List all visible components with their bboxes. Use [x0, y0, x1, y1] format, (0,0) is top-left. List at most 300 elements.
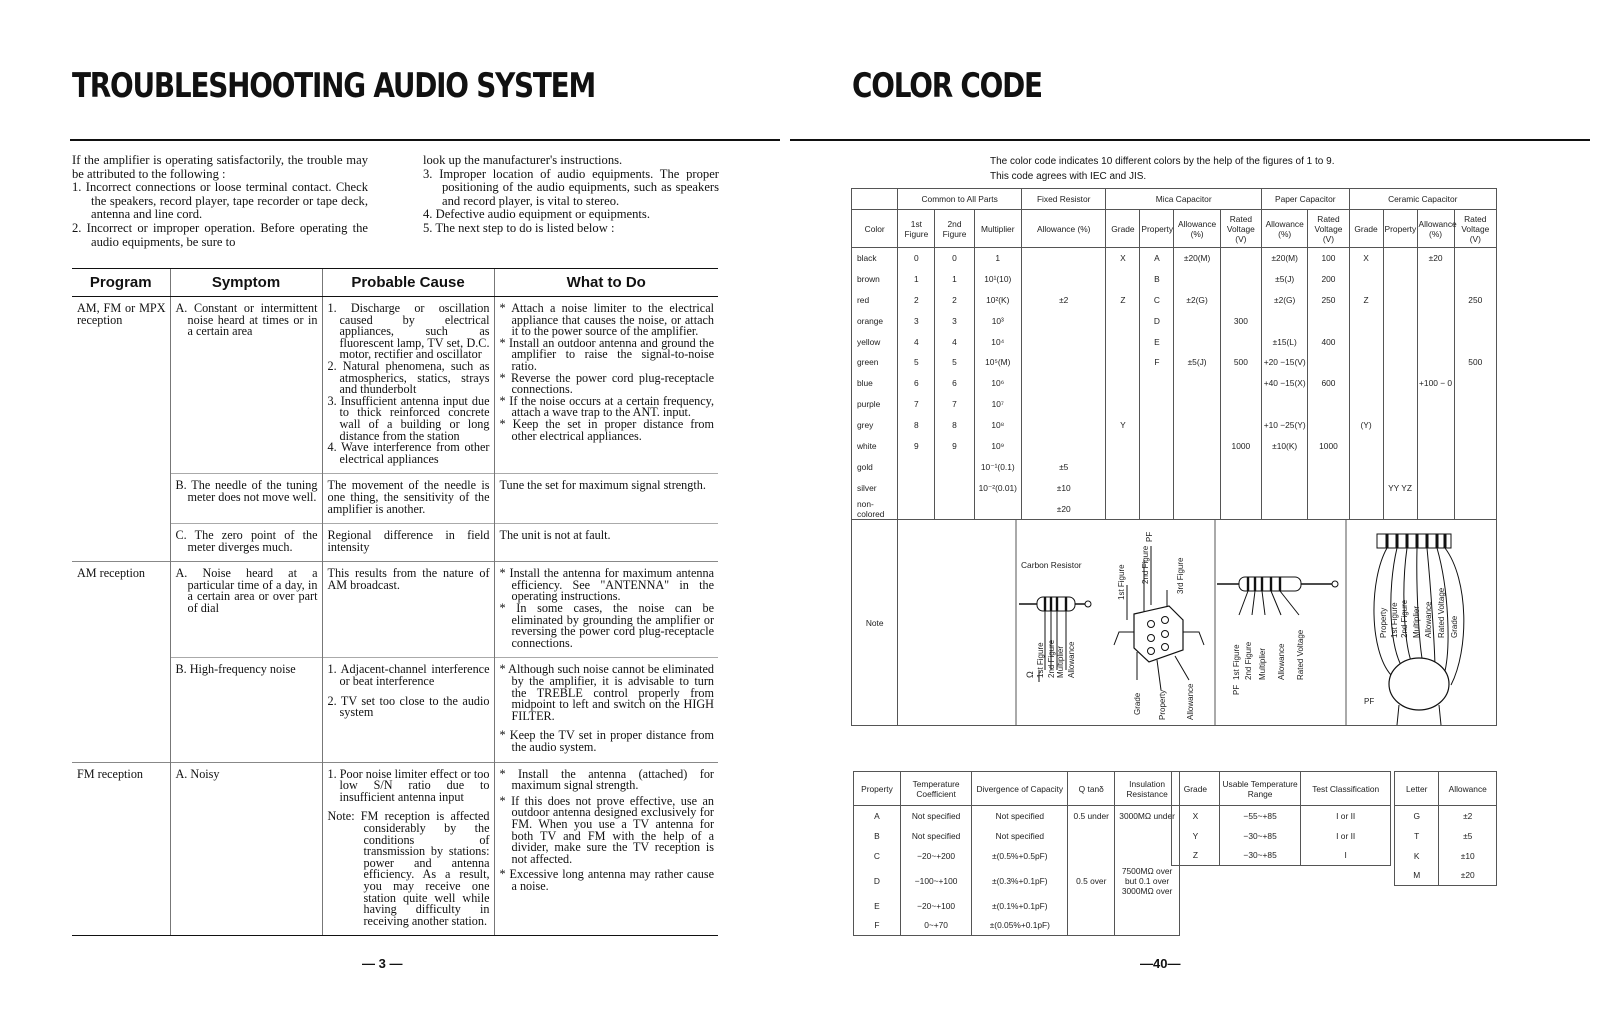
- action-cell: [494, 297, 718, 474]
- table-cell: 7500MΩ over but 0.1 over 3000MΩ over: [1115, 866, 1180, 896]
- sub-header-cell: 1st Figure: [898, 210, 935, 248]
- table-cell: [1115, 826, 1180, 846]
- table-row: [1395, 806, 1497, 826]
- program-cell: AM reception: [72, 562, 170, 658]
- color-value-cell: 400: [1308, 331, 1349, 352]
- table-cell: ±(0.1%+0.1pF): [972, 896, 1068, 916]
- header-paper-capacitor: Paper Capacitor: [1262, 189, 1350, 210]
- color-value-cell: [1454, 268, 1496, 289]
- color-value-cell: 5: [898, 352, 935, 373]
- cause-item: 2. TV set too close to the audio system: [327, 693, 490, 720]
- ceramic-band-label: Grade: [1450, 615, 1460, 638]
- color-value-cell: [1349, 477, 1383, 498]
- table-row: [72, 524, 718, 562]
- table-header-row: [72, 269, 718, 297]
- table-cell: ±10: [1439, 846, 1497, 866]
- color-value-cell: 100: [1308, 248, 1349, 269]
- color-value-cell: 10⁷: [974, 394, 1021, 415]
- table-cell: −30~+85: [1219, 846, 1301, 866]
- color-value-cell: [1106, 477, 1140, 498]
- program-cell: FM reception: [72, 762, 170, 936]
- intro-item: 5. The next step to do is listed below :: [423, 220, 615, 235]
- table-row: [854, 916, 1180, 936]
- color-value-cell: [1308, 394, 1349, 415]
- color-value-cell: [1417, 498, 1454, 519]
- table-row: [72, 762, 718, 936]
- resistor-band-label: 2nd Figure: [1047, 639, 1057, 678]
- color-value-cell: [1349, 456, 1383, 477]
- color-value-cell: [1383, 289, 1417, 310]
- color-value-cell: [1174, 331, 1220, 352]
- resistor-band-label: Allowance: [1067, 641, 1077, 678]
- table-row: [854, 896, 1180, 916]
- ceramic-band-label: Rated Voltage: [1437, 587, 1447, 638]
- table-cell: [1115, 916, 1180, 936]
- action-item: The unit is not at fault.: [499, 528, 611, 543]
- color-value-cell: +10 −25(Y): [1262, 415, 1308, 436]
- action-item: * Install an outdoor antenna and ground the amplifier to raise the signal-to-noise ratio.: [499, 335, 714, 373]
- color-value-cell: [1417, 456, 1454, 477]
- color-value-cell: 10²(K): [974, 289, 1021, 310]
- color-value-cell: ±15(L): [1262, 331, 1308, 352]
- color-value-cell: 8: [898, 415, 935, 436]
- table-cell: I or II: [1301, 806, 1391, 826]
- table-cell: [1068, 846, 1115, 866]
- color-value-cell: [1174, 373, 1220, 394]
- table-cell: F: [854, 916, 901, 936]
- color-value-cell: 10¹(10): [974, 268, 1021, 289]
- color-value-cell: [1220, 415, 1261, 436]
- paper-band-label: 2nd Figure: [1244, 641, 1254, 680]
- color-name-cell: silver: [852, 477, 898, 498]
- mica-dot: [1148, 621, 1155, 628]
- color-value-cell: [1106, 498, 1140, 519]
- symptom-text: B. The needle of the tuning meter does not move well.: [175, 478, 318, 504]
- mica-dot: [1162, 617, 1169, 624]
- color-value-cell: [1140, 373, 1174, 394]
- color-value-cell: [1454, 415, 1496, 436]
- color-row: [852, 373, 1497, 394]
- color-value-cell: [1106, 331, 1140, 352]
- action-cell: [494, 762, 718, 936]
- color-name-cell: red: [852, 289, 898, 310]
- color-name-cell: orange: [852, 310, 898, 331]
- color-name-cell: black: [852, 248, 898, 269]
- color-value-cell: [935, 498, 974, 519]
- header-cell: Letter: [1395, 772, 1439, 806]
- table-row: [1172, 826, 1391, 846]
- color-value-cell: [1106, 373, 1140, 394]
- action-item: * If this does not prove effective, use an outdoor antenna designed exclusively for FM. When you use a TV antenna for both TV and FM with the help of a divider, make sure the TV reception is not affected.: [499, 793, 714, 866]
- ceramic-body: [1389, 658, 1449, 710]
- color-value-cell: [1021, 415, 1105, 436]
- table-row: [1395, 826, 1497, 846]
- color-value-cell: [1021, 373, 1105, 394]
- color-value-cell: X: [1349, 248, 1383, 269]
- table-cell: M: [1395, 866, 1439, 886]
- color-value-cell: +100 − 0: [1417, 373, 1454, 394]
- intro-item: 4. Defective audio equipment or equipments.: [423, 207, 650, 222]
- color-value-cell: [1417, 289, 1454, 310]
- action-item: * Keep the set in proper distance from other electrical appliances.: [499, 416, 714, 443]
- table-cell: 0~+70: [900, 916, 971, 936]
- table-cell: G: [1395, 806, 1439, 826]
- color-value-cell: [1220, 248, 1261, 269]
- table-cell: −100~+100: [900, 866, 971, 896]
- color-value-cell: 0: [898, 248, 935, 269]
- table-row: [1172, 846, 1391, 866]
- table-cell: D: [854, 866, 901, 896]
- color-value-cell: [1220, 498, 1261, 519]
- color-value-cell: 250: [1308, 289, 1349, 310]
- note-label: Note: [852, 520, 898, 726]
- mica-dot: [1148, 648, 1155, 655]
- cause-cell: [322, 524, 494, 562]
- sub-header-cell: Allowance (%): [1021, 210, 1105, 248]
- action-item: * If the noise occurs at a certain frequency, attach a wave trap to the ANT. input.: [499, 393, 714, 420]
- sub-header-cell: Property: [1383, 210, 1417, 248]
- symptom-text: A. Noise heard at a particular time of a day, in a certain area or over part of dial: [175, 566, 318, 616]
- ceramic-pf-label: PF: [1364, 697, 1375, 706]
- color-value-cell: [1308, 415, 1349, 436]
- color-code-intro: The color code indicates 10 different colors by the help of the figures of 1 to 9. This code agrees with IEC and JIS.: [990, 156, 1335, 182]
- color-value-cell: [1021, 268, 1105, 289]
- header-ceramic-capacitor: Ceramic Capacitor: [1349, 189, 1496, 210]
- color-value-cell: 10⁴: [974, 331, 1021, 352]
- ceramic-band-label: 1st Figure: [1390, 602, 1400, 638]
- color-value-cell: [1383, 268, 1417, 289]
- color-value-cell: [1174, 415, 1220, 436]
- color-value-cell: [1383, 331, 1417, 352]
- color-value-cell: 2: [935, 289, 974, 310]
- color-row: [852, 352, 1497, 373]
- color-value-cell: X: [1106, 248, 1140, 269]
- color-value-cell: 500: [1454, 352, 1496, 373]
- color-value-cell: 3: [898, 310, 935, 331]
- program-cell: [72, 474, 170, 524]
- table-row: [72, 474, 718, 524]
- color-value-cell: 4: [935, 331, 974, 352]
- color-row: [852, 436, 1497, 457]
- color-value-cell: +20 −15(V): [1262, 352, 1308, 373]
- sub-header-cell: Allowance (%): [1174, 210, 1220, 248]
- table-cell: 3000MΩ under: [1115, 806, 1180, 826]
- color-row: [852, 310, 1497, 331]
- table-cell: K: [1395, 846, 1439, 866]
- header-cell: Property: [854, 772, 901, 806]
- component-diagrams: [899, 520, 1495, 725]
- symptom-cell: [170, 474, 322, 524]
- sub-header-cell: Rated Voltage (V): [1454, 210, 1496, 248]
- color-value-cell: [1349, 331, 1383, 352]
- table-cell: C: [854, 846, 901, 866]
- color-value-cell: [1174, 394, 1220, 415]
- action-item: * Install the antenna for maximum antenna efficiency. See "ANTENNA" in the operating instructions.: [499, 566, 714, 604]
- color-value-cell: 0: [935, 248, 974, 269]
- color-value-cell: [1140, 456, 1174, 477]
- intro-item: 3. Improper location of audio equipments. The proper positioning of the audio equipments, such as speakers and record player, is vital to stereo.: [423, 166, 719, 208]
- ohm-symbol: Ω: [1025, 671, 1036, 678]
- troubleshooting-table: [72, 268, 718, 936]
- symptom-cell: [170, 524, 322, 562]
- table-cell: Not specified: [900, 806, 971, 826]
- color-value-cell: [1383, 248, 1417, 269]
- table-cell: −20~+100: [900, 896, 971, 916]
- color-value-cell: [1174, 310, 1220, 331]
- color-value-cell: [1349, 498, 1383, 519]
- table-row: [1395, 846, 1497, 866]
- color-value-cell: [1454, 498, 1496, 519]
- paper-band-label: Rated Voltage: [1296, 629, 1306, 680]
- grade-header-row: [1172, 772, 1391, 806]
- header-program: Program: [72, 269, 170, 297]
- color-value-cell: [1454, 394, 1496, 415]
- color-value-cell: [1262, 498, 1308, 519]
- action-item: * Although such noise cannot be eliminated by the amplifier, it is advisable to turn the TREBLE control properly from midpoint to left and switch on the HIGH FILTER.: [499, 662, 714, 723]
- table-cell: X: [1172, 806, 1220, 826]
- color-value-cell: [1106, 436, 1140, 457]
- paper-band-label: 1st Figure: [1232, 644, 1242, 680]
- color-value-cell: [1383, 373, 1417, 394]
- sub-header-cell: 2nd Figure: [935, 210, 974, 248]
- color-value-cell: [935, 477, 974, 498]
- cause-item: 1. Discharge or oscillation caused by electrical appliances, such as fluorescent lamp, TV set, D.C. motor, rectifier and oscillator: [327, 301, 490, 362]
- table-cell: −30~+85: [1219, 826, 1301, 846]
- color-name-cell: brown: [852, 268, 898, 289]
- property-header-row: [854, 772, 1180, 806]
- color-value-cell: 250: [1454, 289, 1496, 310]
- action-item: * Install the antenna (attached) for maximum signal strength.: [499, 766, 714, 793]
- symptom-text: A. Noisy: [175, 766, 220, 781]
- color-value-cell: [1349, 268, 1383, 289]
- color-value-cell: [898, 498, 935, 519]
- color-value-cell: [1140, 477, 1174, 498]
- color-value-cell: [1454, 310, 1496, 331]
- color-value-cell: [1383, 498, 1417, 519]
- color-value-cell: ±20: [1021, 498, 1105, 519]
- color-value-cell: [1021, 310, 1105, 331]
- color-value-cell: [1349, 436, 1383, 457]
- color-value-cell: [1383, 394, 1417, 415]
- color-value-cell: ±2(G): [1262, 289, 1308, 310]
- header-mica-capacitor: Mica Capacitor: [1106, 189, 1262, 210]
- color-value-cell: [1220, 477, 1261, 498]
- table-cell: ±20: [1439, 866, 1497, 886]
- property-table: [853, 771, 1180, 936]
- mica-label: Allowance: [1186, 683, 1196, 720]
- cause-note: Note: FM reception is affected considerably by the conditions of transmission by stations: power and antenna efficiency. As a result, you may receive one station quite well while having difficulty in receiving another station.: [327, 809, 490, 928]
- color-value-cell: [1140, 436, 1174, 457]
- ceramic-band-label: Property: [1379, 607, 1389, 638]
- ceramic-band-label: 2nd Figure: [1400, 599, 1410, 638]
- table-cell: ±(0.3%+0.1pF): [972, 866, 1068, 896]
- color-row: [852, 331, 1497, 352]
- color-value-cell: [935, 456, 974, 477]
- color-value-cell: [1417, 331, 1454, 352]
- color-value-cell: [1349, 310, 1383, 331]
- paper-capacitor-diagram: [1217, 577, 1338, 695]
- table-row: [854, 826, 1180, 846]
- color-value-cell: [1383, 436, 1417, 457]
- symptom-text: A. Constant or intermittent noise heard at times or in a certain area: [175, 301, 318, 339]
- color-value-cell: [1454, 331, 1496, 352]
- table-cell: 0.5 over: [1068, 866, 1115, 896]
- color-code-body: [852, 248, 1497, 520]
- intro-lead: If the amplifier is operating satisfactorily, the trouble may be attributed to the following :: [72, 153, 368, 181]
- color-value-cell: Z: [1349, 289, 1383, 310]
- color-value-cell: [1106, 352, 1140, 373]
- table-cell: −55~+85: [1219, 806, 1301, 826]
- header-cell: Insulation Resistance: [1115, 772, 1180, 806]
- sub-header-row: [852, 210, 1497, 248]
- color-value-cell: ±20(M): [1262, 248, 1308, 269]
- color-value-cell: [1417, 436, 1454, 457]
- page-number: —40—: [1140, 956, 1181, 971]
- header-cell: Grade: [1172, 772, 1220, 806]
- table-cell: I: [1301, 846, 1391, 866]
- color-value-cell: E: [1140, 331, 1174, 352]
- header-cell: Test Classification: [1301, 772, 1391, 806]
- color-value-cell: [1417, 352, 1454, 373]
- intro-right-column: [423, 154, 719, 236]
- color-value-cell: [1220, 394, 1261, 415]
- color-value-cell: 10⁶: [974, 373, 1021, 394]
- color-value-cell: [1308, 498, 1349, 519]
- color-value-cell: [1383, 310, 1417, 331]
- table-cell: T: [1395, 826, 1439, 846]
- color-value-cell: 6: [898, 373, 935, 394]
- color-value-cell: [1106, 310, 1140, 331]
- color-value-cell: 1: [974, 248, 1021, 269]
- color-value-cell: [1106, 268, 1140, 289]
- color-value-cell: [1417, 394, 1454, 415]
- action-cell: [494, 474, 718, 524]
- cause-item: 4. Wave interference from other electrical appliances: [327, 440, 490, 466]
- resistor-band-label: Multiplier: [1056, 645, 1066, 678]
- color-value-cell: [1454, 248, 1496, 269]
- color-name-cell: blue: [852, 373, 898, 394]
- color-value-cell: [1262, 394, 1308, 415]
- color-value-cell: [1417, 268, 1454, 289]
- table-cell: ±(0.5%+0.5pF): [972, 846, 1068, 866]
- color-value-cell: [1021, 352, 1105, 373]
- page-title: COLOR CODE: [852, 66, 1042, 106]
- color-value-cell: [1021, 394, 1105, 415]
- table-cell: 0.5 under: [1068, 806, 1115, 826]
- symptom-cell: [170, 658, 322, 762]
- color-value-cell: ±10(K): [1262, 436, 1308, 457]
- action-cell: [494, 562, 718, 658]
- action-cell: [494, 658, 718, 762]
- header-cell: Allowance: [1439, 772, 1497, 806]
- color-value-cell: [898, 456, 935, 477]
- color-name-cell: yellow: [852, 331, 898, 352]
- mica-label: PF: [1145, 531, 1155, 542]
- paper-lead-end: [1332, 581, 1338, 587]
- color-value-cell: C: [1140, 289, 1174, 310]
- color-value-cell: Z: [1106, 289, 1140, 310]
- color-value-cell: YY YZ: [1383, 477, 1417, 498]
- color-value-cell: [1454, 436, 1496, 457]
- mica-dot: [1148, 635, 1155, 642]
- paper-pf-label: PF: [1232, 684, 1242, 695]
- color-row: [852, 394, 1497, 415]
- header-common-parts: Common to All Parts: [898, 189, 1022, 210]
- mica-label: 3rd Figure: [1176, 557, 1186, 594]
- mica-body: [1134, 606, 1183, 662]
- header-cell: Q tanδ: [1068, 772, 1115, 806]
- color-value-cell: [1140, 394, 1174, 415]
- color-code-table: [851, 188, 1497, 726]
- color-value-cell: [1220, 456, 1261, 477]
- color-value-cell: 1000: [1308, 436, 1349, 457]
- color-value-cell: 1: [898, 268, 935, 289]
- color-value-cell: 10⁸: [974, 415, 1021, 436]
- table-cell: Not specified: [972, 806, 1068, 826]
- page-number: — 3 —: [362, 956, 403, 971]
- grade-body: [1172, 806, 1391, 866]
- table-cell: Not specified: [900, 826, 971, 846]
- intro-item: 2. Incorrect or improper operation. Before operating the audio equipments, be sure to: [72, 220, 368, 249]
- symptom-cell: [170, 297, 322, 474]
- table-cell: Y: [1172, 826, 1220, 846]
- color-value-cell: [1262, 456, 1308, 477]
- action-item: * Attach a noise limiter to the electrical appliance that causes the noise, or attach it to the power source of the amplifier.: [499, 301, 714, 339]
- group-header-row: [852, 189, 1497, 210]
- table-cell: [1115, 846, 1180, 866]
- color-value-cell: 9: [898, 436, 935, 457]
- color-name-cell: green: [852, 352, 898, 373]
- color-value-cell: ±10: [1021, 477, 1105, 498]
- ceramic-capacitor-diagram: [1364, 534, 1464, 725]
- sub-header-cell: Property: [1140, 210, 1174, 248]
- header-symptom: Symptom: [170, 269, 322, 297]
- color-value-cell: 300: [1220, 310, 1261, 331]
- color-value-cell: [1262, 477, 1308, 498]
- cause-item: 1. Adjacent-channel interference or beat interference: [327, 662, 490, 689]
- resistor-lead-end: [1085, 601, 1091, 607]
- cause-item: 1. Poor noise limiter effect or too low S/N ratio due to insufficient antenna input: [327, 766, 490, 804]
- color-value-cell: [1383, 415, 1417, 436]
- color-value-cell: [1174, 477, 1220, 498]
- color-row: [852, 456, 1497, 477]
- color-value-cell: 200: [1308, 268, 1349, 289]
- color-value-cell: [1383, 456, 1417, 477]
- color-row: [852, 248, 1497, 269]
- action-item: * Keep the TV set in proper distance from the audio system.: [499, 728, 714, 754]
- color-value-cell: [1454, 477, 1496, 498]
- mica-dot: [1162, 631, 1169, 638]
- letter-header-row: [1395, 772, 1497, 806]
- color-value-cell: D: [1140, 310, 1174, 331]
- color-value-cell: [1021, 248, 1105, 269]
- color-value-cell: [1308, 352, 1349, 373]
- color-value-cell: [1454, 456, 1496, 477]
- table-row: [854, 846, 1180, 866]
- mica-label: Grade: [1133, 692, 1143, 715]
- color-value-cell: [1174, 268, 1220, 289]
- table-cell: B: [854, 826, 901, 846]
- color-value-cell: 9: [935, 436, 974, 457]
- page-title: TROUBLESHOOTING AUDIO SYSTEM: [72, 66, 596, 106]
- program-cell: [72, 658, 170, 762]
- color-value-cell: 6: [935, 373, 974, 394]
- color-value-cell: 3: [935, 310, 974, 331]
- color-value-cell: 600: [1308, 373, 1349, 394]
- color-value-cell: ±5(J): [1174, 352, 1220, 373]
- letter-table: [1394, 771, 1497, 886]
- color-value-cell: 7: [935, 394, 974, 415]
